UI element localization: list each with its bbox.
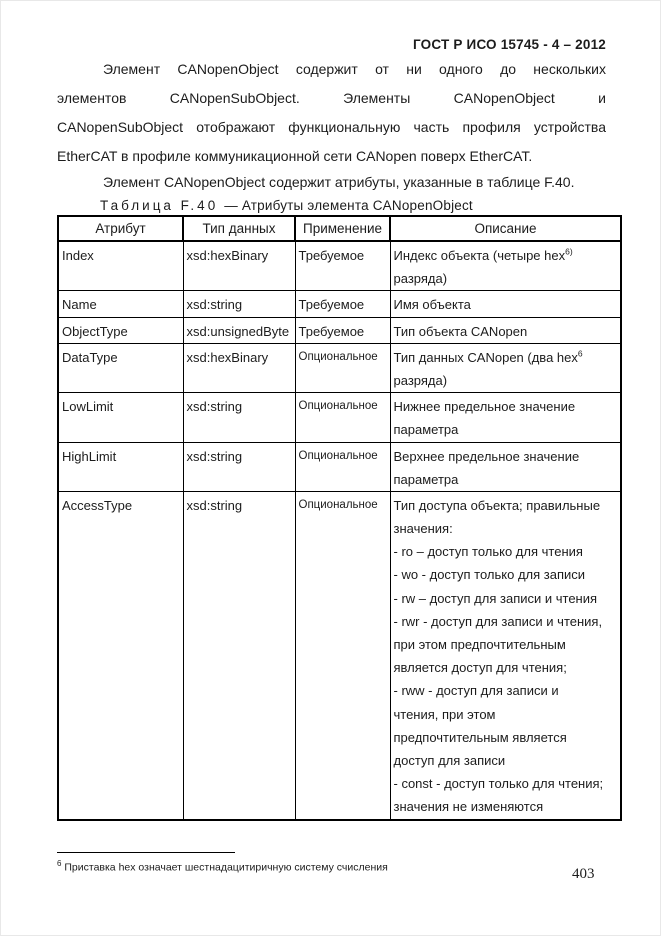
attr-name-cell bbox=[58, 491, 183, 819]
paragraph-line: Элемент CANopenObject содержит от ни одного до нескольких bbox=[103, 61, 606, 77]
data-type-cell bbox=[183, 241, 295, 291]
usage-cell bbox=[295, 291, 390, 317]
usage-cell bbox=[295, 442, 390, 491]
description-line: - ro – доступ только для чтения bbox=[393, 544, 583, 560]
attr-name: LowLimit bbox=[62, 399, 114, 415]
data-type: xsd:string bbox=[186, 399, 243, 415]
table-row bbox=[58, 491, 621, 819]
usage: Опциональное bbox=[298, 350, 378, 363]
usage-cell bbox=[295, 241, 390, 291]
description-cell bbox=[390, 317, 621, 343]
description-line: - rw – доступ для записи и чтения bbox=[393, 590, 598, 606]
header-cell-usage: Применение bbox=[295, 216, 390, 241]
attr-name-cell bbox=[58, 442, 183, 491]
paragraph-line: элементов CANopenSubObject. Элементы CANopenObject и bbox=[57, 90, 606, 106]
description-line: Нижнее предельное значение bbox=[393, 399, 576, 415]
description-line: разряда) bbox=[393, 271, 448, 287]
usage: Опциональное bbox=[298, 498, 378, 511]
paragraph-line: EtherCAT в профиле коммуникационной сети CANopen поверх EtherCAT. bbox=[57, 148, 533, 164]
table-row bbox=[58, 241, 621, 291]
description-cell bbox=[390, 491, 621, 819]
table-row bbox=[58, 291, 621, 317]
attributes-table bbox=[57, 215, 622, 821]
description-line: предпочтительным является bbox=[393, 729, 567, 745]
description-line: - const - доступ только для чтения; bbox=[393, 776, 604, 792]
footnote-separator bbox=[57, 852, 235, 853]
usage-cell bbox=[295, 393, 390, 442]
data-type-cell bbox=[183, 393, 295, 442]
table-caption-label: Таблица F.40 bbox=[100, 198, 219, 213]
table-row bbox=[58, 343, 621, 392]
description-line: Верхнее предельное значение bbox=[393, 448, 580, 464]
intro-paragraph bbox=[57, 55, 606, 171]
data-type-cell bbox=[183, 291, 295, 317]
description-line: значения не изменяются bbox=[393, 799, 544, 815]
attr-name: Index bbox=[62, 248, 94, 263]
table-caption-title: — Атрибуты элемента CANopenObject bbox=[224, 198, 473, 213]
data-type: xsd:string bbox=[186, 448, 243, 464]
description-line bbox=[394, 244, 619, 267]
description-line: является доступ для чтения; bbox=[393, 660, 567, 676]
description-text: Индекс объекта (четыре hex bbox=[393, 248, 566, 263]
data-type-cell bbox=[183, 317, 295, 343]
attr-name-cell bbox=[58, 317, 183, 343]
data-type-cell bbox=[183, 491, 295, 819]
attr-name-cell bbox=[58, 241, 183, 291]
table-row bbox=[58, 393, 621, 442]
description-line bbox=[394, 346, 619, 369]
data-type: xsd:string bbox=[186, 497, 243, 513]
footnote-ref: 6) bbox=[565, 246, 573, 257]
description-line: разряда) bbox=[393, 372, 448, 388]
attr-name: Name bbox=[62, 297, 97, 313]
description-line: Тип доступа объекта; правильные bbox=[393, 497, 601, 513]
description-line: при этом предпочтительным bbox=[393, 637, 566, 652]
usage: Требуемое bbox=[298, 248, 365, 263]
header-cell-description: Описание bbox=[390, 216, 621, 241]
footnote bbox=[57, 857, 557, 875]
description-cell bbox=[390, 241, 621, 291]
attr-name: AccessType bbox=[62, 497, 133, 513]
footnote-text: Приставка hex означает шестнадацитиричную систему счисления bbox=[64, 861, 388, 874]
attr-name-cell bbox=[58, 393, 183, 442]
usage: Опциональное bbox=[298, 400, 378, 413]
table-row bbox=[58, 442, 621, 491]
data-type-cell bbox=[183, 442, 295, 491]
table-row bbox=[58, 317, 621, 343]
attr-name: ObjectType bbox=[62, 323, 128, 339]
data-type-cell bbox=[183, 343, 295, 392]
page-number: 403 bbox=[572, 866, 595, 882]
description-line: параметра bbox=[393, 471, 459, 487]
description-line: доступ для записи bbox=[393, 752, 506, 768]
header-cell-datatype: Тип данных bbox=[183, 216, 295, 241]
description-line: Имя объекта bbox=[393, 297, 471, 313]
table-caption bbox=[57, 196, 606, 216]
description-line: - rww - доступ для записи и bbox=[393, 683, 559, 699]
data-type: xsd:string bbox=[186, 297, 243, 313]
data-type: xsd:hexBinary bbox=[186, 248, 269, 263]
description-cell bbox=[390, 343, 621, 392]
document-number: ГОСТ Р ИСО 15745 - 4 – 2012 bbox=[413, 37, 606, 52]
usage: Опциональное bbox=[298, 449, 378, 462]
header-cell-attribute: Атрибут bbox=[58, 216, 183, 241]
description-line: Тип объекта CANopen bbox=[393, 323, 528, 339]
table-header-row bbox=[58, 216, 621, 241]
usage-cell bbox=[295, 317, 390, 343]
data-type: xsd:unsignedByte bbox=[186, 323, 290, 339]
description-text: Тип данных CANopen (два hex bbox=[393, 349, 578, 365]
attr-name: HighLimit bbox=[62, 448, 117, 464]
description-line: чтения, при этом bbox=[393, 706, 496, 722]
usage-cell bbox=[295, 491, 390, 819]
description-cell bbox=[390, 393, 621, 442]
usage: Требуемое bbox=[298, 323, 365, 339]
description-line: значения: bbox=[393, 521, 453, 537]
usage-cell bbox=[295, 343, 390, 392]
attr-name-cell bbox=[58, 343, 183, 392]
attr-name: DataType bbox=[62, 349, 118, 365]
description-cell bbox=[390, 442, 621, 491]
data-type: xsd:hexBinary bbox=[186, 349, 269, 365]
description-cell bbox=[390, 291, 621, 317]
usage: Требуемое bbox=[298, 297, 365, 313]
description-line: параметра bbox=[393, 422, 459, 438]
intro-sentence: Элемент CANopenObject содержит атрибуты, указанные в таблице F.40. bbox=[103, 174, 575, 190]
attr-name-cell bbox=[58, 291, 183, 317]
footnote-ref: 6 bbox=[577, 348, 583, 359]
footnote-marker: 6 bbox=[57, 859, 62, 868]
description-line: - wo - доступ только для записи bbox=[393, 567, 586, 583]
paragraph-line: CANopenSubObject отображают функциональную часть профиля устройства bbox=[57, 119, 606, 135]
description-line: - rwr - доступ для записи и чтения, bbox=[393, 613, 603, 629]
